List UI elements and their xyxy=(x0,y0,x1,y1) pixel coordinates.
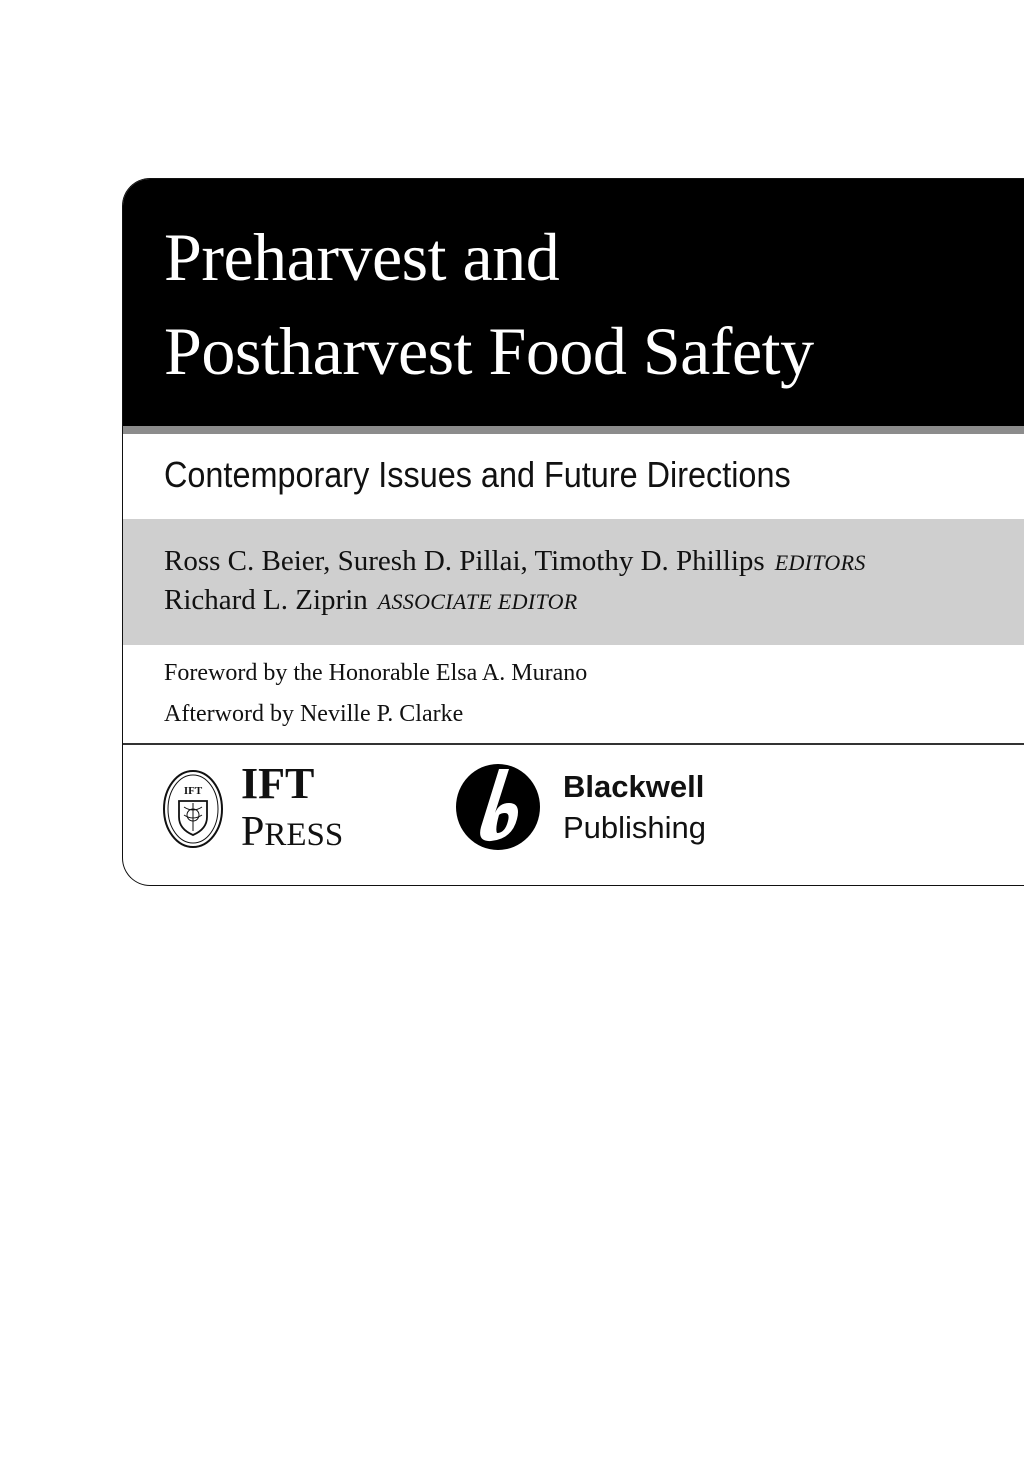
publishing-wordmark: Publishing xyxy=(563,810,707,845)
ift-press-wordmark xyxy=(241,811,343,853)
ift-seal-icon xyxy=(162,769,224,849)
ift-seal-text: IFT xyxy=(183,785,203,797)
book-title-line-1: Preharvest and xyxy=(164,219,560,295)
afterword-credit: Afterword by Neville P. Clarke xyxy=(164,701,464,727)
ift-wordmark: IFT xyxy=(241,759,315,808)
blackwell-logo-icon xyxy=(455,763,541,851)
associate-editor-name: Richard L. Ziprin xyxy=(164,584,368,616)
associate-editor-line xyxy=(164,586,578,615)
book-subtitle: Contemporary Issues and Future Directions xyxy=(164,454,791,495)
publisher-divider xyxy=(123,743,1024,745)
title-band xyxy=(123,179,1024,426)
editors-line xyxy=(164,547,866,576)
press-initial: P xyxy=(241,809,265,855)
associate-editor-role: ASSOCIATE EDITOR xyxy=(377,589,578,614)
title-page-card xyxy=(122,178,1024,886)
editors-role: EDITORS xyxy=(774,550,866,575)
title-rule xyxy=(123,426,1024,434)
blackwell-wordmark: Blackwell xyxy=(563,769,705,804)
book-title-line-2: Postharvest Food Safety xyxy=(164,313,814,389)
foreword-credit: Foreword by the Honorable Elsa A. Murano xyxy=(164,660,588,686)
press-rest: RESS xyxy=(264,817,344,853)
editors-band xyxy=(123,519,1024,645)
editor-names: Ross C. Beier, Suresh D. Pillai, Timothy D. Phillips xyxy=(164,545,765,577)
